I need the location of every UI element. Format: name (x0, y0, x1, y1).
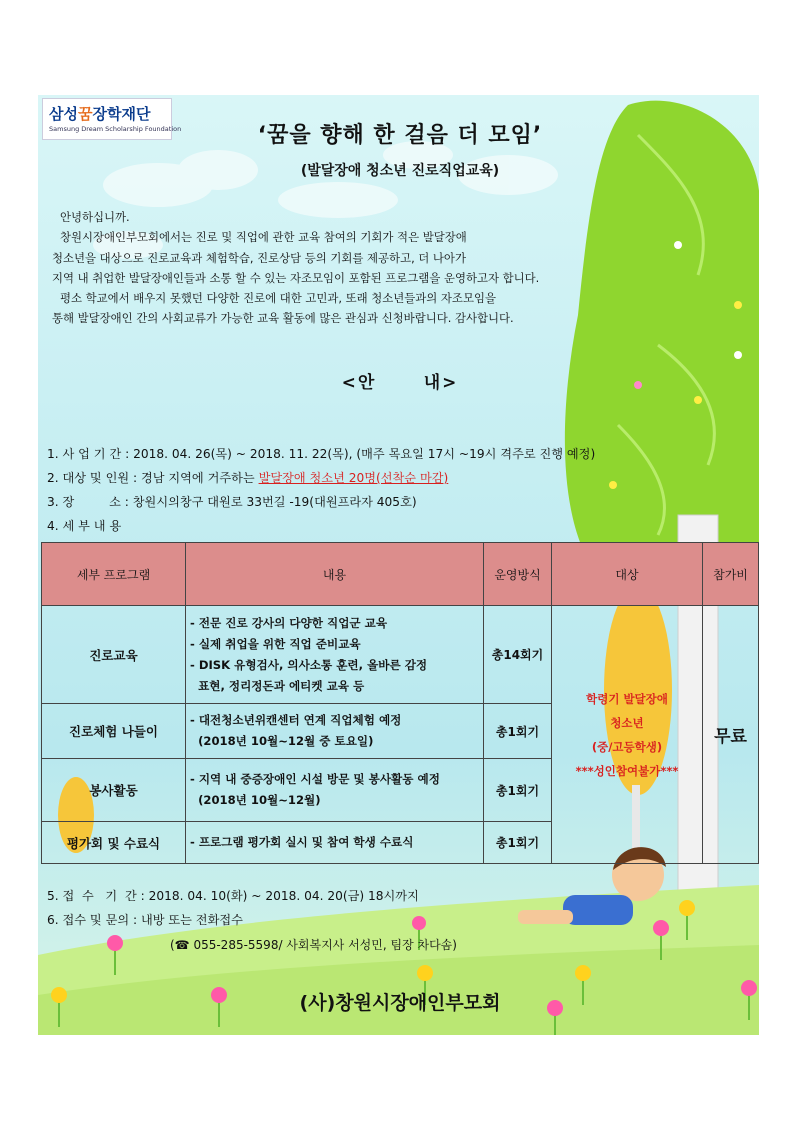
program-content: - 지역 내 중증장애인 시설 방문 및 봉사활동 예정 (2018년 10월~12월) (186, 759, 484, 822)
intro-line: 통해 발달장애인 간의 사회교류가 가능한 교육 활동에 많은 관심과 신청바랍니다. 감사합니다. (52, 311, 514, 326)
intro-line: 평소 학교에서 배우지 못했던 다양한 진로에 대한 고민과, 또래 청소년들과의 자조모임을 (60, 291, 496, 306)
program-content: - 전문 진로 강사의 다양한 직업군 교육 - 실제 취업을 위한 직업 준비교육 - DISK 유형검사, 의사소통 훈련, 올바른 감정 표현, 정리정돈과 에티켓 교육 등 (186, 606, 484, 704)
header-program: 세부 프로그램 (42, 543, 186, 606)
info-target: 2. 대상 및 인원 : 경남 지역에 거주하는 발달장애 청소년 20명(선착순 마감) (47, 471, 449, 485)
table-row (42, 606, 759, 704)
program-count: 총14회기 (484, 606, 552, 704)
intro-line: 안녕하십니까. (60, 210, 130, 224)
intro-line: 지역 내 취업한 발달장애인들과 소통 할 수 있는 자조모임이 포함된 프로그램을 운영하고자 합니다. (52, 270, 540, 285)
program-name: 진로체험 나들이 (42, 704, 186, 759)
header-fee: 참가비 (703, 543, 759, 606)
info-place: 3. 장 소 : 창원시의창구 대원로 33번길 -19(대원프라자 405호) (47, 495, 417, 509)
program-name: 진로교육 (42, 606, 186, 704)
program-count: 총1회기 (484, 759, 552, 822)
intro-letter (52, 207, 592, 329)
info-list (47, 442, 595, 538)
page-subtitle: (발달장애 청소년 진로직업교육) (300, 163, 500, 179)
program-name: 평가회 및 수료식 (42, 822, 186, 864)
program-name: 봉사활동 (42, 759, 186, 822)
header-target: 대상 (552, 543, 703, 606)
info-period: 1. 사 업 기 간 : 2018. 04. 26(목) ~ 2018. 11. 22(목), (매주 목요일 17시 ~19시 격주로 진행 예정) (47, 447, 596, 461)
info-details: 4. 세 부 내 용 (47, 519, 122, 533)
page-title: ‘꿈을 향해 한 걸음 더 모임’ (257, 123, 543, 148)
program-target: 학령기 발달장애 청소년 (중/고등학생) ***성인참여불가*** (552, 606, 703, 864)
intro-line: 창원시장애인부모회에서는 진로 및 직업에 관한 교육 참여의 기회가 적은 발달장애 (60, 230, 467, 245)
contact-info: (☎ 055-285-5598/ 사회복지사 서성민, 팀장 차다솜) (170, 938, 457, 952)
header-content: 내용 (186, 543, 484, 606)
organization-name: (사)창원시장애인부모회 (299, 992, 501, 1014)
program-count: 총1회기 (484, 822, 552, 864)
registration-method: 6. 접수 및 문의 : 내방 또는 전화접수 (47, 913, 243, 927)
logo-subtitle: Samsung Dream Scholarship Foundation (49, 125, 182, 133)
intro-line: 청소년을 대상으로 진로교육과 체험학습, 진로상담 등의 기회를 제공하고, 더 나아가 (52, 250, 466, 265)
program-content: - 대전청소년위캔센터 연계 직업체험 예정 (2018년 10월~12월 중 토요일) (186, 704, 484, 759)
program-count: 총1회기 (484, 704, 552, 759)
table-header-row (42, 543, 759, 606)
program-fee: 무료 (703, 606, 759, 864)
target-highlight: 발달장애 청소년 20명(선착순 마감) (258, 471, 449, 485)
header-method: 운영방식 (484, 543, 552, 606)
registration-period: 5. 접 수 기 간 : 2018. 04. 10(화) ~ 2018. 04. 20(금) 18시까지 (47, 889, 419, 903)
program-content: - 프로그램 평가회 실시 및 참여 학생 수료식 (186, 822, 484, 864)
guide-heading: <안 내> (341, 373, 459, 393)
program-table (41, 542, 759, 864)
registration-info (47, 884, 419, 932)
logo-wordmark: 삼성꿈장학재단 (49, 105, 151, 123)
